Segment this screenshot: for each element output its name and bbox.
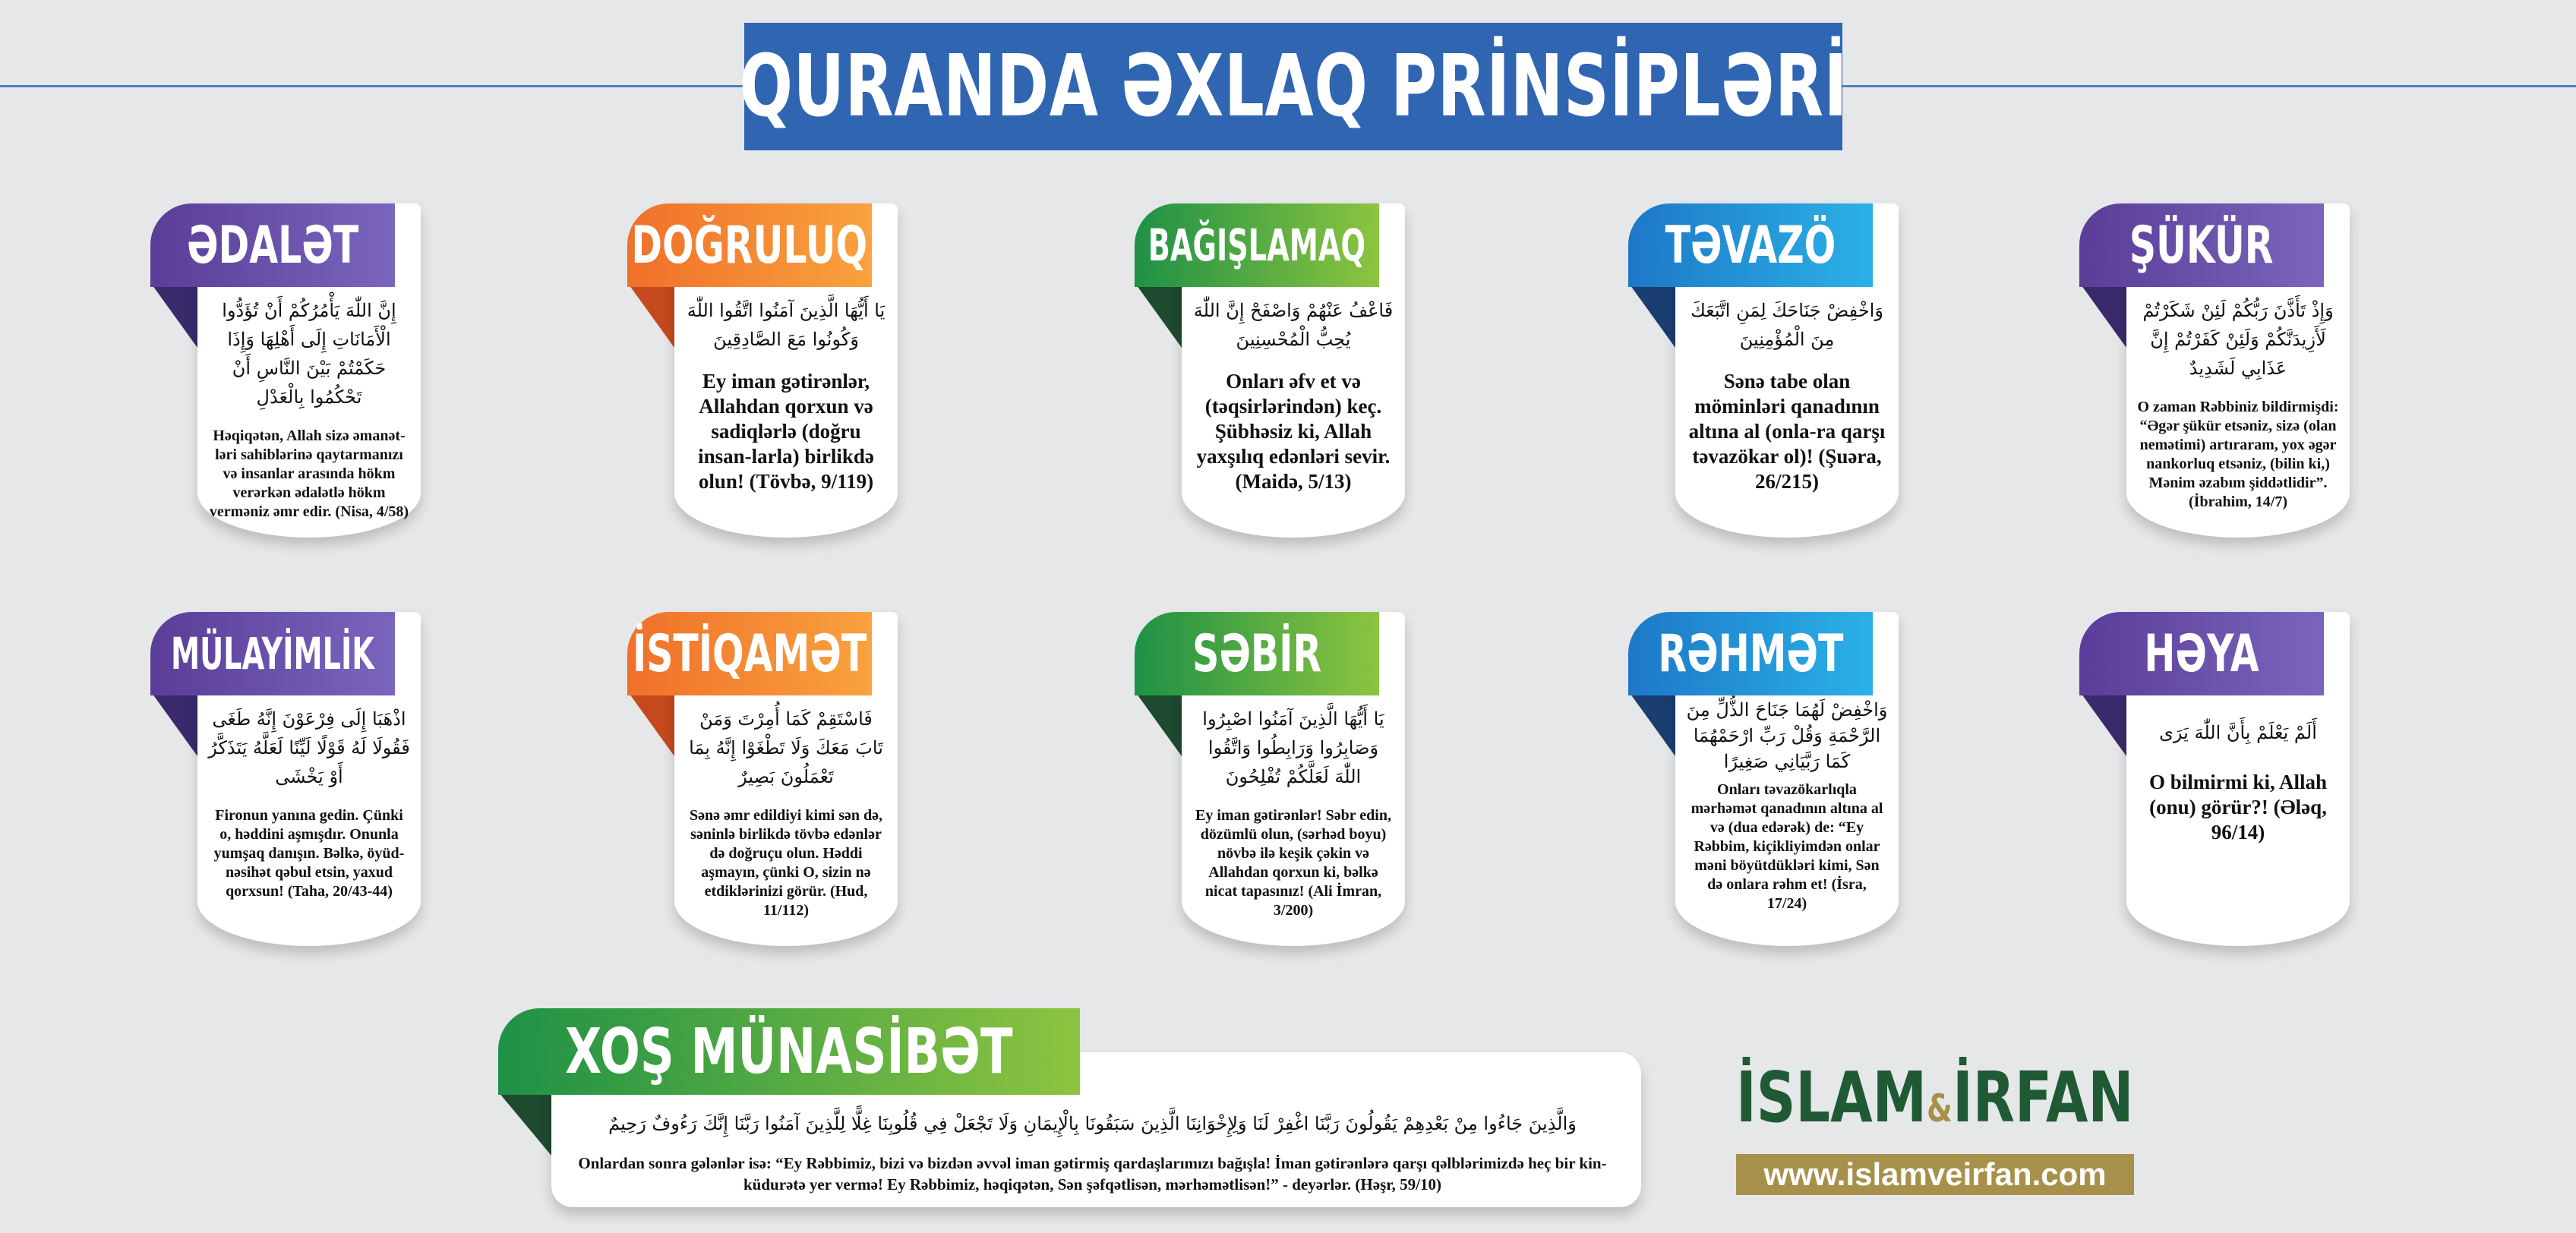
card-title: SƏBİR	[1192, 623, 1322, 684]
verse-translation: Onlardan sonra gələnlər isə: “Ey Rəbbimiz, bizi və bizdən əvvəl iman gətirmiş qardaşlarımızı bağışla! İman gətirənlərə qarşı qəlblərimizdə heç bir kin-küdurətə yer vermə! Ey Rəbbimiz, həqiqətən, Sən şəfqətlisən, mərhəmətlisən!” - deyərlər. (Həşr, 59/10)	[578, 1154, 1607, 1194]
arabic-verse: اذْهَبَا إِلَى فِرْعَوْنَ إِنَّهُ طَغَى فَقُولَا لَهُ قَوْلًا لَيِّنًا لَعَلَّهُ يَتَذَكَّرُ أَوْ يَخْشَى	[208, 708, 410, 787]
arabic-verse: وَالَّذِينَ جَاءُوا مِنْ بَعْدِهِمْ يَقُولُونَ رَبَّنَا اغْفِرْ لَنَا وَلِإِخْوَانِنَا الَّذِينَ سَبَقُونَا بِالْإِيمَانِ وَلَا تَجْعَلْ فِي قُلُوبِنَا غِلًّا لِلَّذِينَ آمَنُوا رَبَّنَا إِنَّكَ رَءُوفٌ رَحِيمٌ	[608, 1113, 1577, 1134]
verse-translation: Həqiqətən, Allah sizə əmanət-ləri sahiblərinə qaytarmanızı və insanlar arasında hökm verərkən ədalətlə hökm verməniz əmr edir. (Nisa, 4/58)	[209, 427, 409, 520]
verse-translation: Fironun yanına gedin. Çünki o, həddini aşmışdır. Onunla yumşaq danışın. Bəlkə, öyüd-nəsihət qəbul etsin, yaxud qorxsun! (Taha, 20/43-44)	[213, 807, 405, 900]
verse-translation: Ey iman gətirənlər, Allahdan qorxun və sadiqlərlə (doğru insan-larla) birlikdə olun! (Tövbə, 9/119)	[698, 370, 874, 493]
arabic-verse: إِنَّ اللّٰهَ يَأْمُرُكُمْ أَنْ تُؤَدُّوا الْأَمَانَاتِ إِلَى أَهْلِهَا وَإِذَا حَكَمْتُمْ بَيْنَ النَّاسِ أَنْ تَحْكُمُوا بِالْعَدْلِ	[222, 300, 396, 408]
arabic-verse: أَلَمْ يَعْلَمْ بِأَنَّ اللّٰهَ يَرَى	[2159, 722, 2317, 743]
card-xos-munasibet	[498, 1008, 1641, 1207]
ribbon-fold	[1135, 691, 1182, 756]
verse-translation: Ey iman gətirənlər! Səbr edin, dözümlü olun, (sərhəd boyu) növbə ilə keşik çəkin və Allahdan qorxun ki, bəlkə nicat tapasınız! (Ali İmran, 3/200)	[1195, 807, 1391, 919]
card-title: BAĞIŞLAMAQ	[1148, 219, 1366, 271]
card-tevazo	[1628, 203, 1899, 538]
arabic-verse: وَإِذْ تَأَذَّنَ رَبُّكُمْ لَئِنْ شَكَرْتُمْ لَأَزِيدَنَّكُمْ وَلَئِنْ كَفَرْتُمْ إِنَّ عَذَابِي لَشَدِيدٌ	[2142, 300, 2334, 379]
ribbon-fold	[2079, 691, 2126, 756]
title-banner	[739, 23, 1848, 150]
card-title: DOĞRULUQ	[631, 215, 868, 276]
verse-translation: Sənə tabe olan möminləri qanadının altına al (onla-ra qarşı təvazökar ol)! (Şuəra, 26/215)	[1688, 370, 1886, 493]
card-title-tab	[150, 203, 395, 287]
card-title: XOŞ MÜNASİBƏT	[565, 1015, 1013, 1088]
arabic-verse: وَاخْفِضْ جَنَاحَكَ لِمَنِ اتَّبَعَكَ مِنَ الْمُؤْمِنِينَ	[1690, 300, 1883, 350]
card-sukur	[2079, 203, 2350, 538]
logo-part-irfan: İRFAN	[1953, 1057, 2134, 1138]
card-title-tab	[498, 1008, 1080, 1095]
arabic-verse: يَا أَيُّهَا الَّذِينَ آمَنُوا اتَّقُوا اللّٰهَ وَكُونُوا مَعَ الصَّادِقِينَ	[687, 300, 886, 350]
card-title: TƏVAZÖ	[1665, 215, 1836, 276]
verse-translation: Onları əfv et və (təqsirlərindən) keç. Şübhəsiz ki, Allah yaxşılıq edənləri sevir. (Maidə, 5/13)	[1196, 370, 1391, 493]
arabic-verse: وَاخْفِضْ لَهُمَا جَنَاحَ الذُّلِّ مِنَ الرَّحْمَةِ وَقُلْ رَبِّ ارْحَمْهُمَا كَمَا رَبَّيَانِي صَغِيرًا	[1686, 699, 1888, 772]
card-title: ŞÜKÜR	[2129, 215, 2274, 276]
arabic-verse: فَاسْتَقِمْ كَمَا أُمِرْتَ وَمَنْ تَابَ مَعَكَ وَلَا تَطْغَوْا إِنَّهُ بِمَا تَعْمَلُونَ بَصِيرٌ	[689, 708, 883, 787]
website-url[interactable]: www.islamveirfan.com	[1736, 1154, 2134, 1195]
verse-translation: O bilmirmi ki, Allah (onu) görür?! (Ələq, 96/14)	[2148, 771, 2328, 844]
card-bagislamaq	[1135, 203, 1405, 538]
card-title-tab	[150, 612, 395, 695]
verse-translation: Sənə əmr edildiyi kimi sən də, səninlə birlikdə tövbə edənlər də doğruçu olun. Həddi aşmayın, çünki O, sizin nə etdiklərinizi görür. (Hud, 11/112)	[689, 807, 883, 919]
page-title: QURANDA ƏXLAQ PRİNSİPLƏRİ	[739, 37, 1848, 136]
ribbon-fold	[1628, 282, 1675, 348]
card-edalet	[150, 203, 421, 538]
card-title-tab	[1628, 203, 1873, 287]
ribbon-fold	[627, 691, 674, 756]
card-dogruluq	[627, 203, 898, 538]
ribbon-fold	[150, 691, 197, 756]
logo-part-islam: İSLAM	[1736, 1057, 1927, 1138]
card-title: HƏYA	[2144, 623, 2259, 684]
card-istiqamet	[627, 612, 898, 946]
card-title-tab	[2079, 203, 2324, 287]
card-title-tab	[1135, 612, 1379, 695]
ribbon-fold	[150, 282, 197, 348]
brand-logo	[1736, 1057, 2134, 1195]
card-title-tab	[627, 612, 872, 695]
ribbon-fold	[1628, 691, 1675, 756]
card-title-tab	[1135, 203, 1379, 287]
card-sebir	[1135, 612, 1405, 946]
verse-translation: O zaman Rəbbiniz bildirmişdi: “Əgər şükür etsəniz, sizə (olan nemətimi) artıraram, yox əgər nankorluq etsəniz, (bilin ki,) Mənim əzabım şiddətlidir”. (İbrahim, 14/7)	[2137, 399, 2339, 510]
logo-ampersand: &	[1927, 1086, 1953, 1131]
card-title-tab	[627, 203, 872, 287]
card-title-tab	[1628, 612, 1873, 695]
card-title: İSTİQAMƏT	[632, 623, 867, 684]
arabic-verse: يَا أَيُّهَا الَّذِينَ آمَنُوا اصْبِرُوا وَصَابِرُوا وَرَابِطُوا وَاتَّقُوا اللّٰهَ لَعَلَّكُمْ تُفْلِحُونَ	[1202, 708, 1384, 787]
card-title: ƏDALƏT	[186, 215, 359, 276]
card-title: RƏHMƏT	[1658, 623, 1843, 684]
ribbon-fold	[627, 282, 674, 348]
logo-wordmark	[1736, 1057, 2134, 1143]
card-title: MÜLAYİMLİK	[171, 628, 374, 680]
arabic-verse: فَاعْفُ عَنْهُمْ وَاصْفَحْ إِنَّ اللّٰهَ يُحِبُّ الْمُحْسِنِينَ	[1193, 300, 1394, 350]
ribbon-fold	[2079, 282, 2126, 348]
card-heya	[2079, 612, 2350, 946]
card-mulayimlik	[150, 612, 421, 946]
card-rehmet	[1628, 612, 1899, 946]
ribbon-fold	[498, 1092, 551, 1156]
ribbon-fold	[1135, 282, 1182, 348]
verse-translation: Onları təvazökarlıqla mərhəmət qanadının altına al və (dua edərək) de: “Ey Rəbbim, kiçikliyimdən onlar məni böyütdükləri kimi, Sən də onlara rəhm et! (İsra, 17/24)	[1690, 781, 1883, 912]
card-title-tab	[2079, 612, 2324, 695]
